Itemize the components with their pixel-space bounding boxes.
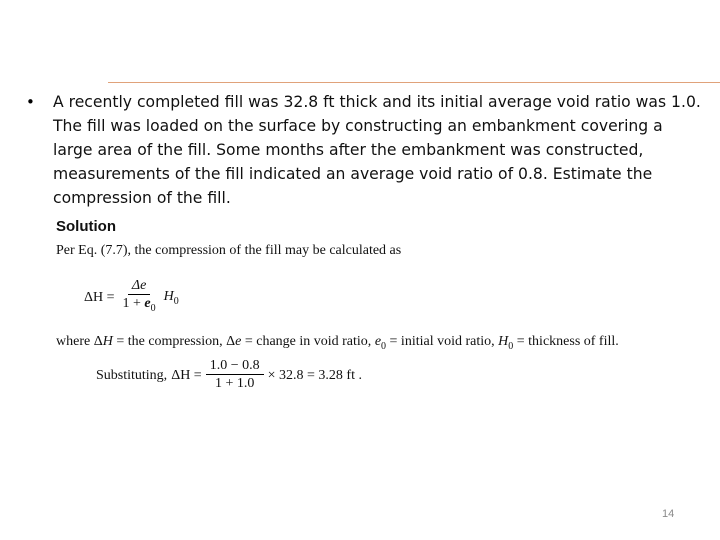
solution-block — [56, 218, 716, 391]
substitution-equation — [96, 358, 362, 393]
solution-intro: Per Eq. (7.7), the compression of the fill may be calculated as — [56, 243, 402, 258]
problem-statement — [26, 90, 706, 210]
eq2-fraction — [206, 358, 264, 393]
eq2-denominator: 1 + 1.0 — [214, 376, 255, 391]
variable-definitions: where ΔH = the compression, Δe = change in void ratio, $e_0$ = initial void ratio, $H_0$ = thickness of fill. — [56, 334, 619, 352]
eq1-numerator: Δe — [128, 278, 150, 295]
page-number: 14 — [662, 508, 675, 520]
eq2-numerator: 1.0 − 0.8 — [206, 358, 264, 375]
eq1-rhs: $H_0$ — [163, 289, 179, 307]
eq1-fraction — [119, 278, 160, 318]
problem-text: A recently completed fill was 32.8 ft thick and its initial average void ratio was 1.0. The fill was loaded on the surface by constructing an embankment covering a large area of the fill. Some months after the embankment was constructed, measurements of the fill indicated an average void ratio of 0.8. Estimate the compression of the fill. — [53, 93, 701, 207]
compression-equation — [84, 278, 179, 318]
bullet-marker: • — [26, 93, 35, 111]
eq1-lhs: ΔH = — [84, 289, 115, 305]
eq2-label: Substituting, — [96, 367, 168, 383]
eq2-lhs: ΔH = — [171, 367, 202, 383]
solution-title: Solution — [56, 218, 116, 235]
title-divider-line — [108, 82, 720, 83]
eq1-denominator: $1 + e_0$ — [122, 296, 156, 314]
eq2-result: × 32.8 = 3.28 ft . — [267, 367, 362, 383]
